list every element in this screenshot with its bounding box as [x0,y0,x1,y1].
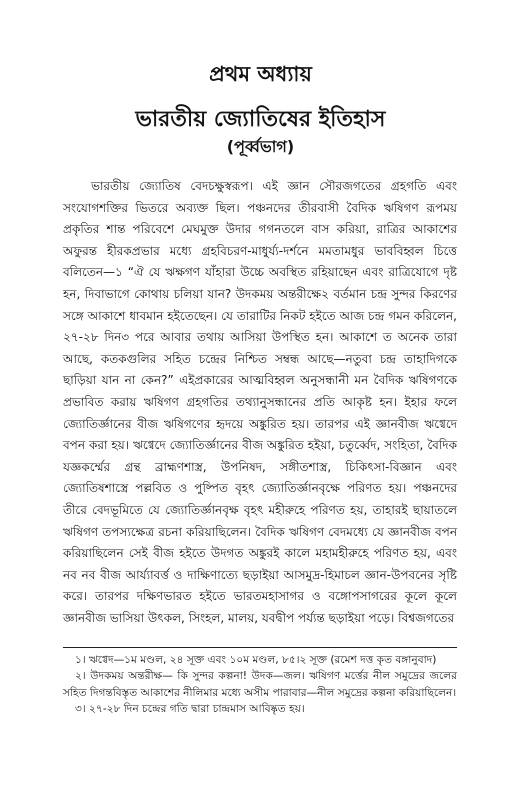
chapter-subtitle: (পূর্ব্বভাগ) [226,137,295,156]
body-paragraph: ভারতীয় জ্যোতিষ বেদচক্ষুস্বরূপ। এই জ্ঞান সৌরজগতের গ্রহগতি এবং সংযোগশক্তির ভিতরে অব্যক্ত ছিল। পঞ্চনদের তীরবাসী বৈদিক ঋষিগণ রূপময় প্রকৃতির শান্ত পরিবেশে মেঘমুক্ত উদার গগনতলে বাস করিয়া, রাত্রির আকাশের অফুরন্ত হীরকপ্রভার মধ্যে গ্রহবিচরণ-মাধুর্য্য-দর্শনে মমতামধুর ভাববিহ্বল চিত্তে বলিতেন—১ “ঐ যে ঋক্ষগণ যাঁহারা উচ্চে অবস্থিত রহিয়াছেন এবং রাত্রিযোগে দৃষ্ট হন, দিবাভাগে কোথায় চলিয়া যান? উদকময় অন্তরীক্ষে২ বর্তমান চন্দ্র সুন্দর কিরণের সঙ্গে আকাশে ধাবমান হইতেছেন। যে তারাটির নিকট হইতে আজ চন্দ্র গমন করিলেন, ২৭-২৮ দিন৩ পরে আবার তথায় আসিয়া উপস্থিত হন। আকাশে ত অনেক তারা আছে, কতকগুলির সহিত চন্দ্রের নিশ্চিত সম্বন্ধ আছে—নতুবা চন্দ্র তাহাদিগকে ছাড়িয়া যান না কেন?” এইপ্রকারের আত্মবিহ্বল অনুসন্ধানী মন বৈদিক ঋষিগণকে প্রভাবিত করায় ঋষিগণ গ্রহগতির তথ্যানুসন্ধানের প্রতি আকৃষ্ট হন। ইহার ফলে জ্যোতির্জ্ঞানের বীজ ঋষিগণের হৃদয়ে অঙ্কুরিত হয়। তারপর এই জ্ঞানবীজ ঋগ্বেদে বপন করা হয়। ঋগ্বেদে জ্যোতির্জ্ঞানের বীজ অঙ্কুরিত হইয়া, চতুর্ব্বেদ, সংহিতা, বৈদিক যজ্ঞকর্ম্মের গ্রন্থ ব্রাহ্মণশাস্ত্র, উপনিষদ, সঙ্গীতশাস্ত্র, চিকিৎসা-বিজ্ঞান এবং জ্যোতিষশাস্ত্রে পল্লবিত ও পুষ্পিত বৃহৎ জ্যোতির্জ্ঞানবৃক্ষে পরিণত হয়। পঞ্চনদের তীরে বেদভূমিতে যে জ্যোতির্জ্ঞানবৃক্ষ বৃহৎ মহীরুহে পরিণত হয়, তাহারই ছায়াতলে ঋষিগণ তপস্যক্ষেত্র রচনা করিয়াছিলেন। বৈদিক ঋষিগণ বেদমধ্যে যে জ্ঞানবীজ বপন করিয়াছিলেন সেই বীজ হইতে উদগত অঙ্কুরই কালে মহামহীরুহে পরিণত হয়, এবং নব নব বীজ আর্য্যাবর্ত্ত ও দাক্ষিণাত্যে ছড়াইয়া আসমুদ্র-হিমাচল জ্ঞান-উপবনের সৃষ্টি করে। তারপর দক্ষিণভারত হইতে ভারতমহাসাগর ও বঙ্গোপসাগরের কূলে কূলে জ্ঞানবীজ ভাসিয়া উৎকল, সিংহল, মালয়, যবদ্বীপ পর্য্যন্ত ছড়াইয়া পড়ে। বিশ্বজগতের [63,179,457,625]
chapter-title: ভারতীয় জ্যোতিষের ইতিহাস [135,107,386,132]
chapter-heading: প্রথম অধ্যায় [209,62,312,86]
body-text [63,176,457,629]
footnotes [63,652,457,718]
footnote-divider [63,647,457,648]
footnote-1: ১। ঋগ্বেদ—১ম মণ্ডল, ২৪ সূক্ত এবং ১০ম মণ্ডল, ৮৫।২ সূক্ত (রমেশ দত্ত কৃত বঙ্গানুবাদ) [75,654,437,666]
footnote-2: ২। উদকময় অন্তরীক্ষ— কি সুন্দর কল্পনা! উদক—জল। ঋষিগণ মর্ত্তের নীল সমুদ্রের জলের সহিত দিগন্তবিস্তৃত আকাশের নীলিমার মধ্যে অসীম পারাবার—নীল সমুদ্রের কল্পনা করিয়াছিলেন। [63,670,457,699]
footnote-3: ৩। ২৭-২৮ দিন চন্দ্রের গতি দ্বারা চান্দ্রমাস আবিষ্কৃত হয়। [75,703,305,716]
